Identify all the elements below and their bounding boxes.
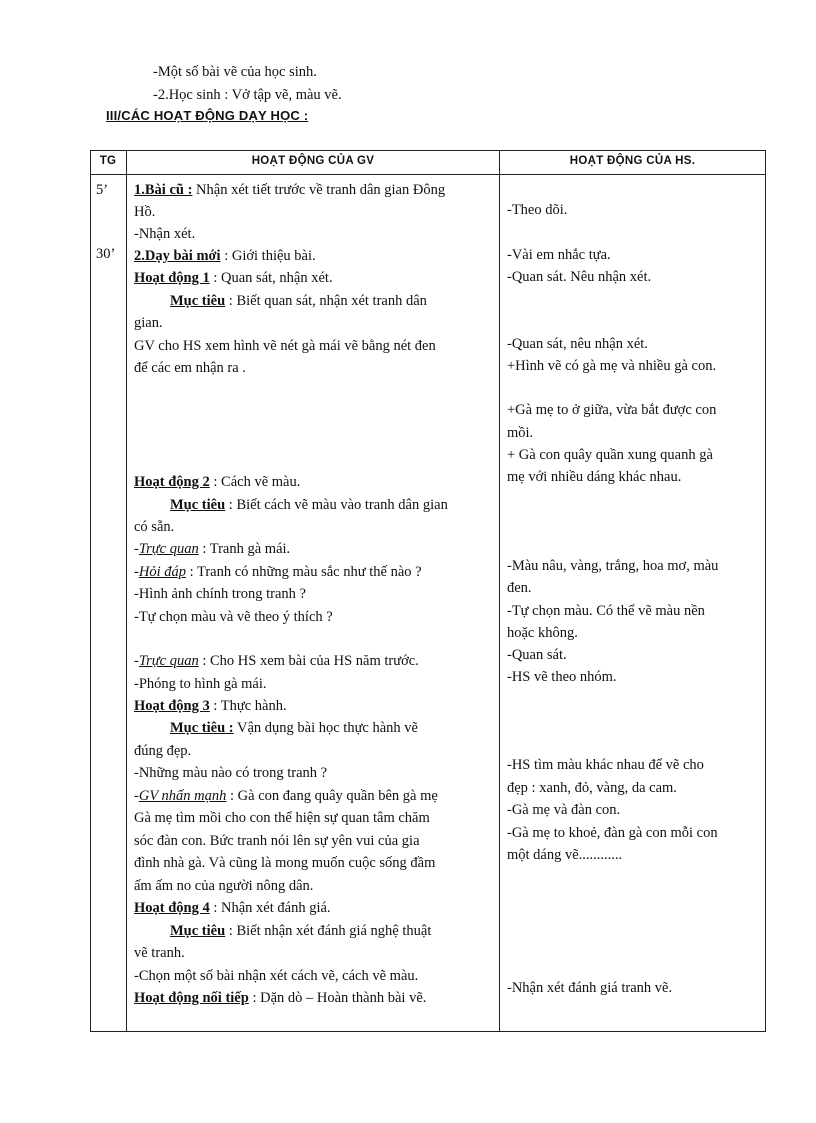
- gv-line: -Nhận xét.: [134, 226, 196, 242]
- materials-line-1: -Một số bài vẽ của học sinh.: [153, 64, 317, 80]
- gv-hoat-dong-noi-tiep: Hoạt động nối tiếp : Dặn dò – Hoàn thành bài vẽ.: [134, 990, 427, 1006]
- gv-line: để các em nhận ra .: [134, 360, 246, 376]
- hs-line: -Quan sát, nêu nhận xét.: [507, 336, 648, 352]
- gv-line: Gà mẹ tìm mồi cho con thể hiện sự quan tâm chăm: [134, 810, 430, 826]
- gv-line: gian.: [134, 315, 163, 331]
- gv-line: -Phóng to hình gà mái.: [134, 676, 267, 692]
- hs-line: -Gà mẹ to khoẻ, đàn gà con mỗi con: [507, 825, 718, 841]
- hs-line: -Theo dõi.: [507, 202, 568, 218]
- gv-truc-quan-2: -Trực quan : Cho HS xem bài của HS năm trước.: [134, 653, 419, 669]
- hs-line: đẹp : xanh, đỏ, vàng, da cam.: [507, 780, 677, 796]
- gv-muc-tieu-2: Mục tiêu : Biết cách vẽ màu vào tranh dân gian: [170, 497, 448, 513]
- hs-line: mồi.: [507, 425, 534, 441]
- hs-line: -HS tìm màu khác nhau để vẽ cho: [507, 757, 704, 773]
- hs-line: -Quan sát.: [507, 647, 567, 663]
- materials-line-2: -2.Học sinh : Vở tập vẽ, màu vẽ.: [153, 87, 342, 103]
- hs-line: -Tự chọn màu. Có thể vẽ màu nền: [507, 603, 705, 619]
- header-gv: HOẠT ĐỘNG CỦA GV: [251, 155, 375, 167]
- gv-line: có sẵn.: [134, 519, 175, 535]
- gv-hoat-dong-4: Hoạt động 4 : Nhận xét đánh giá.: [134, 900, 331, 916]
- hs-line: mẹ với nhiều dáng khác nhau.: [507, 469, 682, 485]
- gv-muc-tieu-3: Mục tiêu : Vận dụng bài học thực hành vẽ: [170, 720, 418, 736]
- gv-line: -Tự chọn màu và vẽ theo ý thích ?: [134, 609, 333, 625]
- hs-line: +Gà mẹ to ở giữa, vừa bắt được con: [507, 402, 717, 418]
- hs-line: -Vài em nhắc tựa.: [507, 247, 611, 263]
- time-30: 30’: [96, 246, 116, 262]
- header-hs: HOẠT ĐỘNG CỦA HS.: [569, 155, 696, 167]
- gv-line: sóc đàn con. Bức tranh nói lên sự yên vui của gia: [134, 833, 420, 849]
- hs-line: -Quan sát. Nêu nhận xét.: [507, 269, 652, 285]
- activity-table: [90, 150, 766, 1032]
- gv-muc-tieu-1: Mục tiêu : Biết quan sát, nhận xét tranh dân: [170, 293, 427, 309]
- hs-line: -Nhận xét đánh giá tranh vẽ.: [507, 980, 673, 996]
- section-heading: III/CÁC HOẠT ĐỘNG DẠY HỌC :: [106, 108, 309, 123]
- hs-line: -Màu nâu, vàng, trắng, hoa mơ, màu: [507, 558, 719, 574]
- gv-nhan-manh: -GV nhấn mạnh : Gà con đang quây quần bên gà mẹ: [134, 788, 438, 804]
- gv-hoi-dap: -Hỏi đáp : Tranh có những màu sắc như thế nào ?: [134, 564, 422, 580]
- gv-hoat-dong-3: Hoạt động 3 : Thực hành.: [134, 698, 287, 714]
- gv-line: đình nhà gà. Và cũng là mong muốn cuộc sống đầm: [134, 855, 436, 871]
- gv-line: Hồ.: [134, 204, 156, 220]
- gv-line: -Chọn một số bài nhận xét cách vẽ, cách vẽ màu.: [134, 968, 419, 984]
- hs-line: một dáng vẽ............: [507, 847, 623, 863]
- gv-line: -Những màu nào có trong tranh ?: [134, 765, 328, 781]
- hs-line: +Hình vẽ có gà mẹ và nhiều gà con.: [507, 358, 717, 374]
- hs-line: -HS vẽ theo nhóm.: [507, 669, 617, 685]
- hs-line: đen.: [507, 580, 532, 596]
- gv-day-bai-moi: 2.Dạy bài mới : Giới thiệu bài.: [134, 248, 316, 264]
- time-5: 5’: [96, 182, 109, 198]
- hs-line: hoặc không.: [507, 625, 578, 641]
- gv-hoat-dong-1: Hoạt động 1 : Quan sát, nhận xét.: [134, 270, 333, 286]
- gv-line: đúng đẹp.: [134, 743, 192, 759]
- gv-truc-quan-1: -Trực quan : Tranh gà mái.: [134, 541, 291, 557]
- gv-line: -Hình ảnh chính trong tranh ?: [134, 586, 306, 602]
- gv-hoat-dong-2: Hoạt động 2 : Cách vẽ màu.: [134, 474, 301, 490]
- gv-line: GV cho HS xem hình vẽ nét gà mái vẽ bằng nét đen: [134, 338, 436, 354]
- gv-muc-tieu-4: Mục tiêu : Biết nhận xét đánh giá nghệ thuật: [170, 923, 432, 939]
- gv-line: vẽ tranh.: [134, 945, 185, 961]
- gv-bai-cu: 1.Bài cũ : Nhận xét tiết trước về tranh dân gian Đông: [134, 182, 446, 198]
- gv-line: ấm ấm no của người nông dân.: [134, 878, 314, 894]
- hs-line: + Gà con quây quần xung quanh gà: [507, 447, 713, 463]
- hs-line: -Gà mẹ và đàn con.: [507, 802, 621, 818]
- header-tg: TG: [99, 155, 117, 167]
